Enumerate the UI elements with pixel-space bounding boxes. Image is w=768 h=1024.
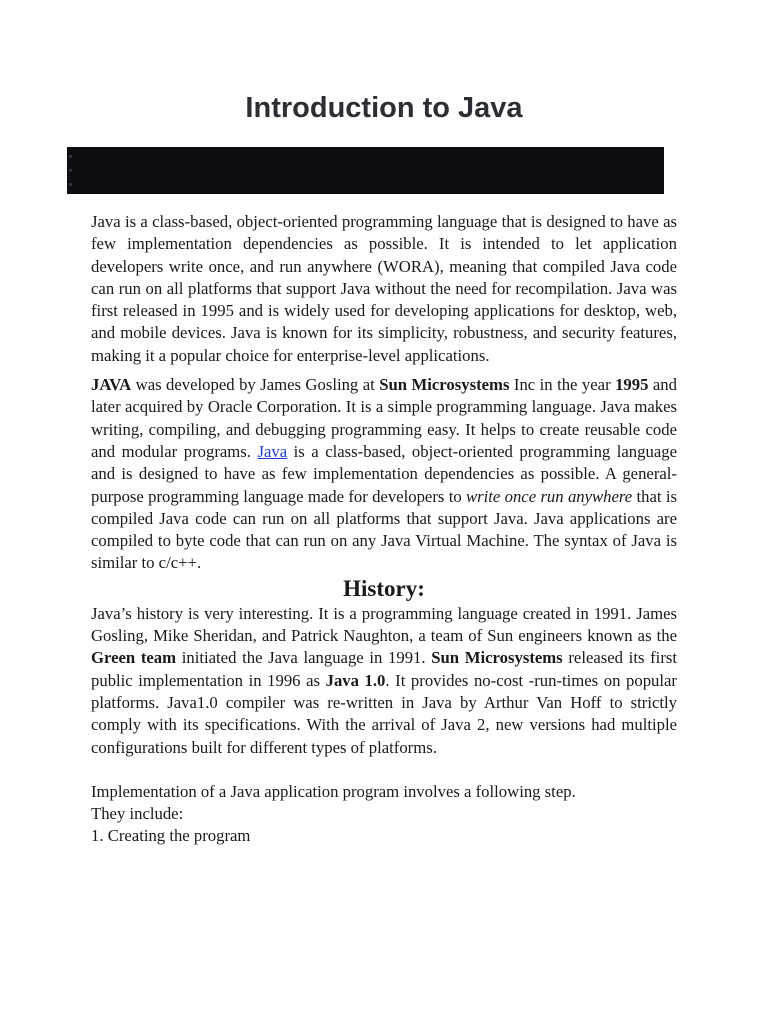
java-overview-paragraph [91, 374, 677, 575]
java-bold-text: JAVA [91, 375, 132, 395]
text-span: is a class-based, object-oriented programming language and is designed to have as few implementation dependencies as possible. A general-purpose programming language made for developers to [91, 441, 678, 506]
history-paragraph [91, 603, 677, 759]
text-span: was developed by James Gosling at [131, 375, 380, 395]
text-span: Inc in the year [509, 375, 616, 395]
intro-paragraph: Java is a class-based, object-oriented programming language that is designed to have as few implementation dependencies as possible. It is intended to let application developers write once, and run anywhere (WORA), meaning that compiled Java code can run on all platforms that support Java without the need for recompilation. Java was first released in 1995 and is widely used for developing applications for desktop, web, and mobile devices. Java is known for its simplicity, robustness, and security features, making it a popular choice for enterprise-level applications. [91, 212, 677, 365]
article-body [91, 211, 677, 848]
banner-dot [69, 169, 72, 172]
header-banner [67, 147, 664, 194]
text-span: and later acquired by Oracle Corporation. It is a simple programming language. Java makes writing, compiling, and debugging programming easy. It helps to create reusable code and modular programs. [91, 375, 677, 461]
text-span: Java’s history is very interesting. It is a programming language created in 1991. James Gosling, Mike Sheridan, and Patrick Naughton, a team of Sun engineers known as the [91, 603, 677, 646]
text-span: released its first public implementation in 1996 as [91, 648, 678, 690]
implementation-line: They include: [91, 804, 184, 824]
page-title: Introduction to Java [245, 92, 523, 124]
history-heading: History: [343, 575, 425, 601]
java-link[interactable]: Java [257, 441, 288, 461]
text-span: initiated the Java language in 1991. [176, 648, 432, 668]
year-bold: 1995 [615, 375, 649, 395]
sun-microsystems-bold: Sun Microsystems [379, 375, 510, 395]
text-span: . It provides no-cost -run-times on popular platforms. Java1.0 compiler was re-written in Java by Arthur Van Hoff to strictly comply with its specifications. With the arrival of Java 2, new versions had multiple configurations built for different types of platforms. [91, 670, 677, 757]
banner-dot [69, 183, 72, 186]
green-team-bold: Green team [91, 648, 177, 668]
java-version-bold: Java 1.0 [325, 670, 386, 690]
sun-microsystems-bold: Sun Microsystems [431, 648, 563, 668]
banner-dot [69, 155, 72, 158]
implementation-line: Implementation of a Java application program involves a following step. [91, 781, 576, 801]
wora-italic: write once run anywhere [466, 486, 633, 506]
implementation-step: 1. Creating the program [91, 826, 251, 846]
text-span: that is compiled Java code can run on all platforms that support Java. Java applications are compiled to byte code that can run on any Java Virtual Machine. The syntax of Java is similar to c/c++. [91, 486, 677, 573]
spacer [91, 759, 677, 781]
